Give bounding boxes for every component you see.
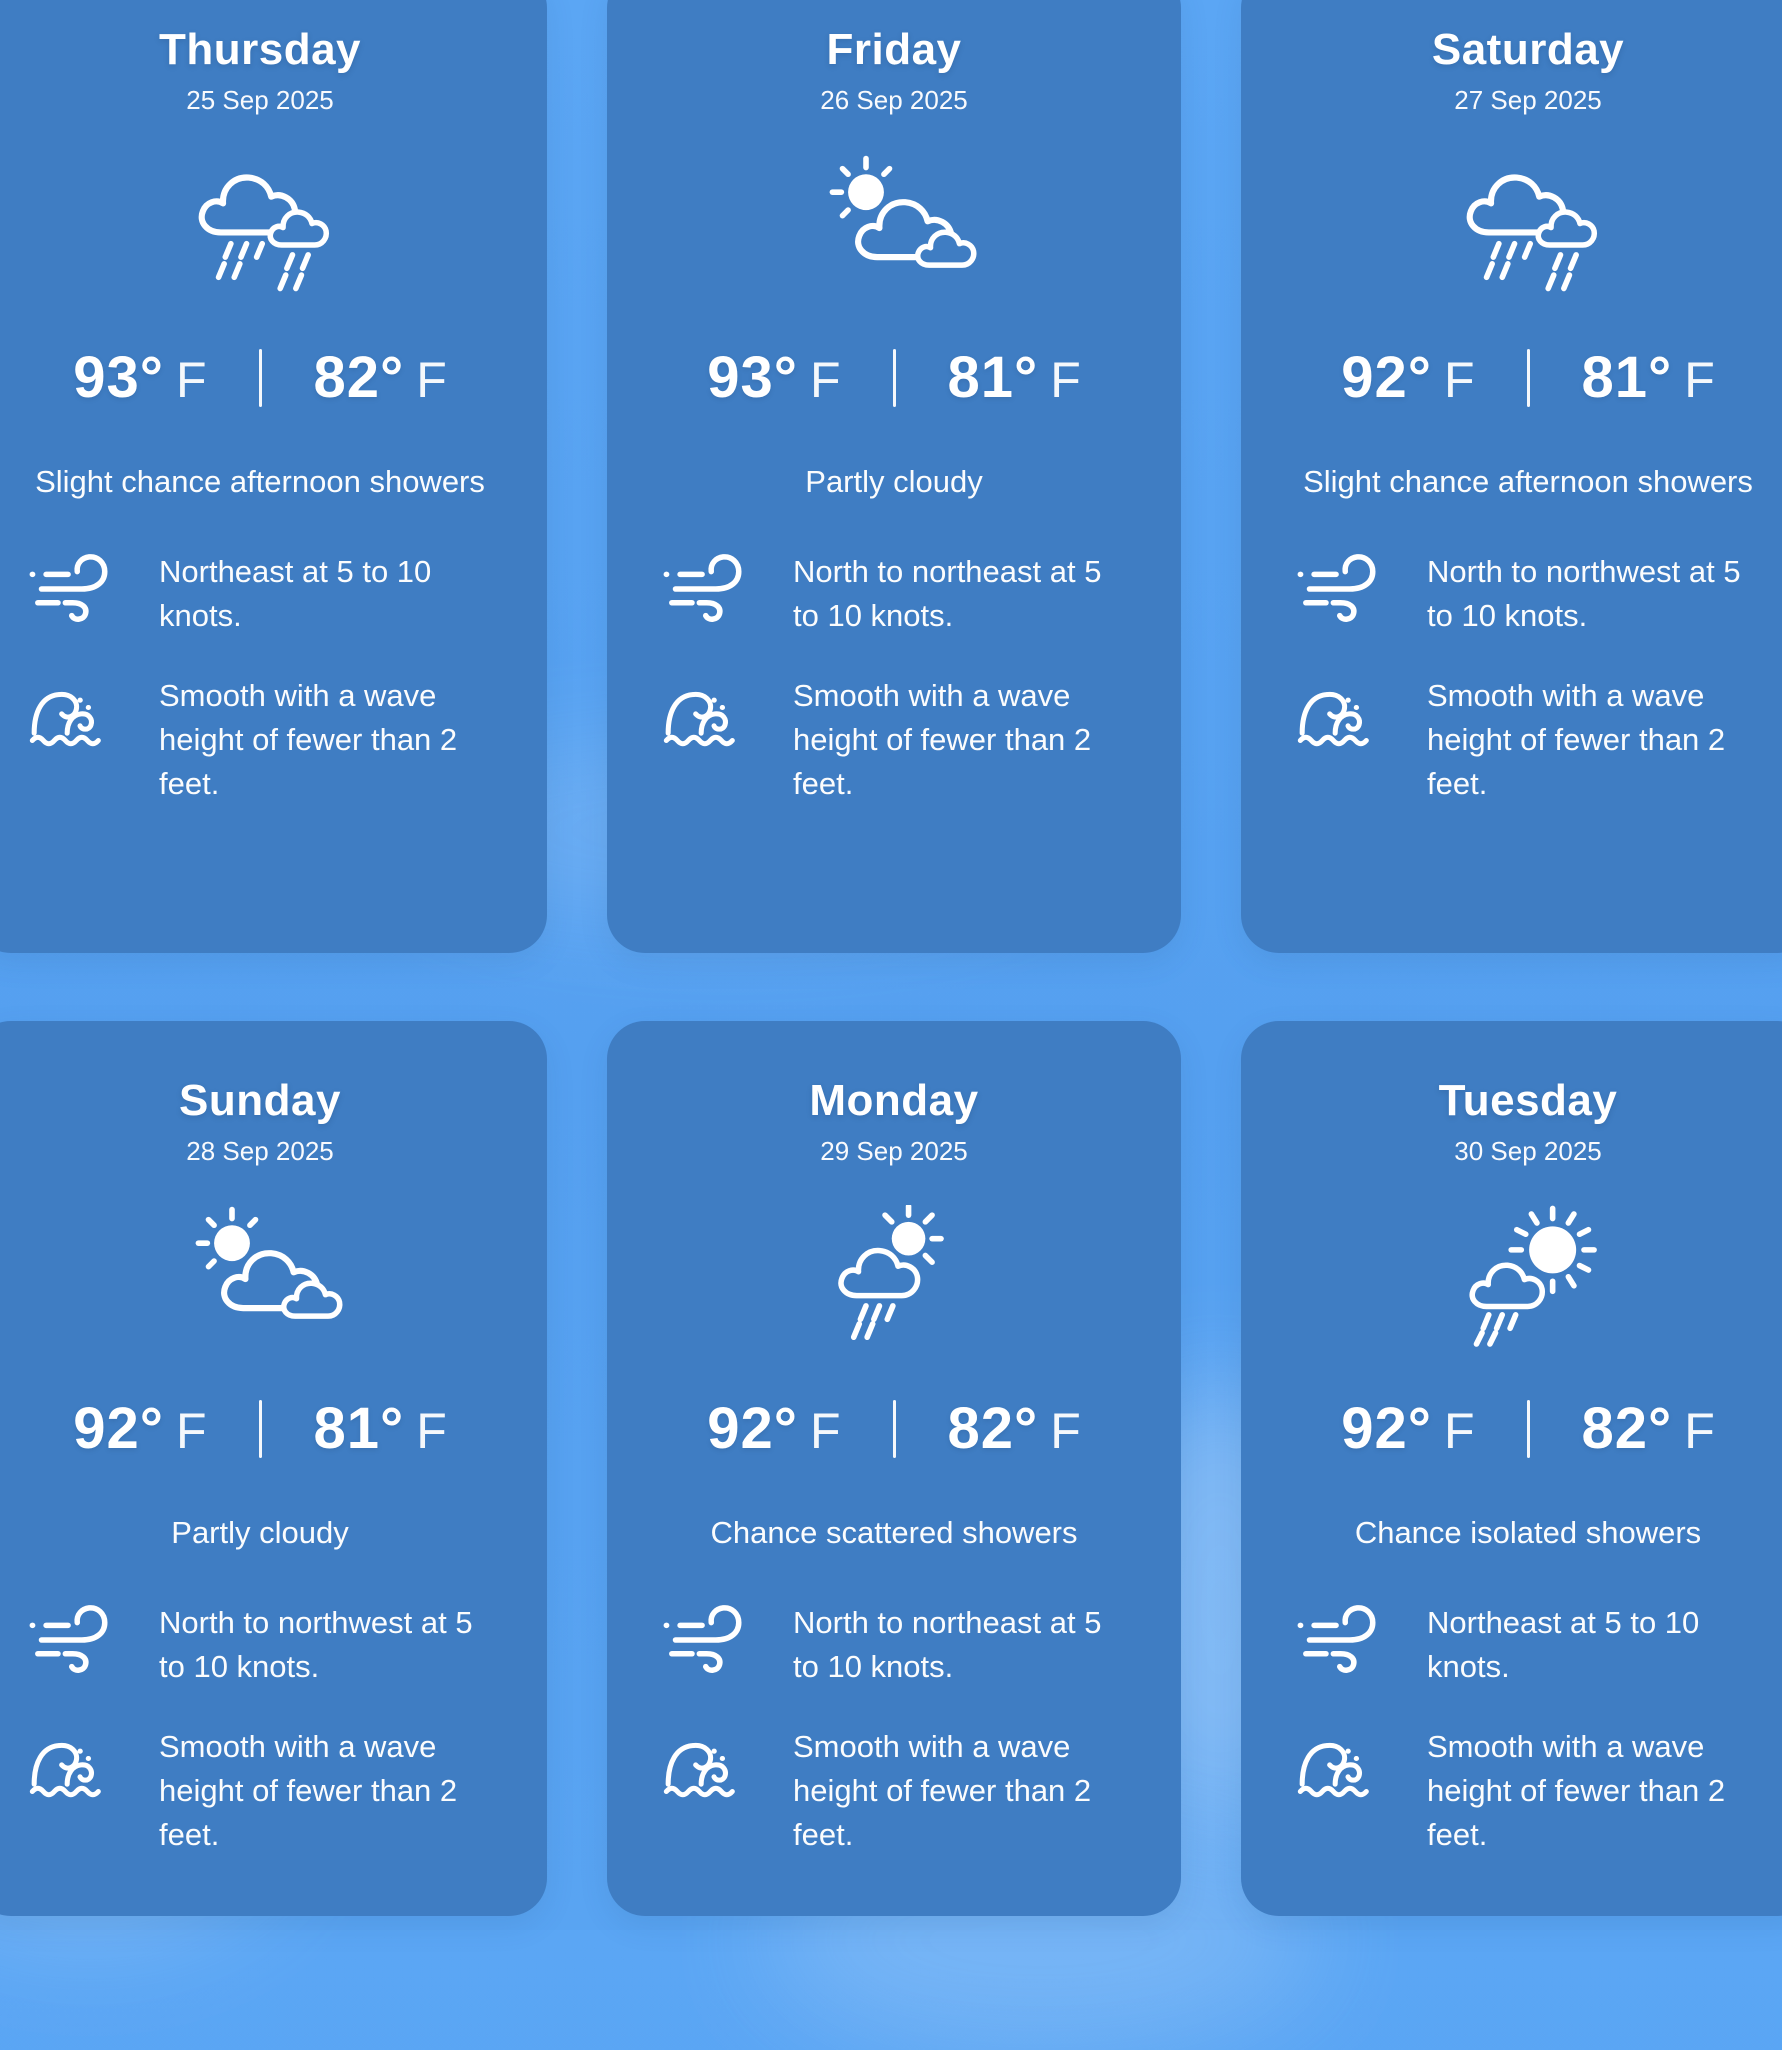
- low-temp-value: 81°: [947, 345, 1039, 410]
- temp-unit: F: [1684, 352, 1715, 408]
- temp-unit: F: [1443, 352, 1475, 408]
- wind-icon: [1293, 1601, 1381, 1679]
- temperature-row: [707, 1395, 1081, 1462]
- low-temperature: [1582, 344, 1715, 411]
- forecast-card-monday: [607, 1021, 1181, 1916]
- temperature-divider: [893, 1400, 896, 1458]
- date-label: 30 Sep 2025: [1454, 1136, 1602, 1166]
- rain-showers-icon: [1444, 154, 1612, 302]
- waves-icon: [659, 674, 747, 752]
- high-temp-value: 93°: [707, 345, 798, 410]
- waves-icon: [1293, 1725, 1381, 1803]
- partly-cloudy-icon: [810, 154, 978, 302]
- rain-showers-icon: [176, 154, 344, 302]
- temperature-row: [1341, 1395, 1715, 1462]
- temp-unit: F: [175, 352, 207, 408]
- weather-description: Chance isolated showers: [1354, 1515, 1702, 1550]
- temp-unit: F: [1684, 1403, 1715, 1459]
- temperature-row: [1341, 344, 1715, 411]
- low-temp-value: 81°: [313, 1396, 405, 1461]
- temperature-row: [707, 344, 1081, 411]
- weather-description: Chance scattered showers: [710, 1515, 1078, 1550]
- sea-text: Smooth with a wave height of fewer than 2 feet.: [793, 677, 1092, 801]
- low-temp-value: 82°: [947, 1396, 1039, 1461]
- high-temp-value: 92°: [1341, 1396, 1432, 1461]
- temperature-divider: [893, 349, 896, 407]
- sea-row: [607, 1725, 1181, 1857]
- sea-text: Smooth with a wave height of fewer than 2 feet.: [1427, 1728, 1726, 1852]
- wind-icon: [1293, 550, 1381, 628]
- date-label: 27 Sep 2025: [1454, 85, 1602, 115]
- weather-description: Partly cloudy: [171, 1515, 349, 1550]
- high-temp-value: 92°: [1341, 345, 1432, 410]
- wind-text: Northeast at 5 to 10 knots.: [159, 553, 432, 633]
- day-title: Monday: [809, 1076, 979, 1125]
- weather-description: Slight chance afternoon showers: [35, 464, 485, 499]
- temp-unit: F: [416, 1403, 447, 1459]
- day-title: Saturday: [1431, 25, 1625, 74]
- weather-description: Slight chance afternoon showers: [1303, 464, 1753, 499]
- high-temp-value: 93°: [73, 345, 164, 410]
- wind-text: North to northwest at 5 to 10 knots.: [1427, 553, 1741, 633]
- sea-text: Smooth with a wave height of fewer than 2 feet.: [1427, 677, 1726, 801]
- high-temp-value: 92°: [707, 1396, 798, 1461]
- temperature-divider: [1527, 349, 1530, 407]
- sea-row: [0, 1725, 547, 1857]
- wind-row: [0, 550, 547, 638]
- temperature-row: [73, 344, 447, 411]
- wind-icon: [25, 550, 113, 628]
- partly-cloudy-icon: [176, 1205, 344, 1353]
- wind-row: [0, 1601, 547, 1689]
- wind-icon: [25, 1601, 113, 1679]
- waves-icon: [25, 674, 113, 752]
- wind-row: [607, 1601, 1181, 1689]
- wind-row: [607, 550, 1181, 638]
- low-temperature: [948, 344, 1081, 411]
- sun-showers-icon: [810, 1205, 978, 1353]
- temperature-divider: [1527, 1400, 1530, 1458]
- low-temp-value: 82°: [313, 345, 405, 410]
- sea-text: Smooth with a wave height of fewer than 2 feet.: [159, 677, 458, 801]
- date-label: 26 Sep 2025: [820, 85, 968, 115]
- sea-row: [607, 674, 1181, 806]
- high-temperature: [73, 1395, 206, 1462]
- temp-unit: F: [1050, 1403, 1081, 1459]
- day-title: Thursday: [158, 25, 362, 74]
- forecast-card-thursday: [0, 0, 547, 953]
- low-temp-value: 82°: [1581, 1396, 1673, 1461]
- waves-icon: [25, 1725, 113, 1803]
- temperature-row: [73, 1395, 447, 1462]
- waves-icon: [659, 1725, 747, 1803]
- date-label: 25 Sep 2025: [186, 85, 334, 115]
- wind-text: North to northwest at 5 to 10 knots.: [159, 1604, 473, 1684]
- temp-unit: F: [1050, 352, 1081, 408]
- wind-text: Northeast at 5 to 10 knots.: [1427, 1604, 1700, 1684]
- day-title: Tuesday: [1438, 1076, 1618, 1125]
- low-temperature: [314, 1395, 447, 1462]
- temp-unit: F: [809, 1403, 841, 1459]
- wind-text: North to northeast at 5 to 10 knots.: [793, 1604, 1102, 1684]
- temp-unit: F: [1443, 1403, 1475, 1459]
- isolated-showers-icon: [1444, 1205, 1612, 1353]
- wind-icon: [659, 1601, 747, 1679]
- high-temperature: [707, 344, 840, 411]
- temperature-divider: [259, 349, 262, 407]
- temp-unit: F: [809, 352, 841, 408]
- wind-icon: [659, 550, 747, 628]
- forecast-card-friday: [607, 0, 1181, 953]
- low-temperature: [948, 1395, 1081, 1462]
- high-temp-value: 92°: [73, 1396, 164, 1461]
- low-temperature: [1582, 1395, 1715, 1462]
- temp-unit: F: [175, 1403, 207, 1459]
- sea-row: [1241, 1725, 1782, 1857]
- sea-text: Smooth with a wave height of fewer than 2 feet.: [793, 1728, 1092, 1852]
- wind-row: [1241, 550, 1782, 638]
- high-temperature: [707, 1395, 840, 1462]
- forecast-card-tuesday: [1241, 1021, 1782, 1916]
- weather-description: Partly cloudy: [805, 464, 983, 499]
- waves-icon: [1293, 674, 1381, 752]
- day-title: Friday: [826, 25, 962, 74]
- sea-row: [0, 674, 547, 806]
- temperature-divider: [259, 1400, 262, 1458]
- temp-unit: F: [416, 352, 447, 408]
- sea-text: Smooth with a wave height of fewer than 2 feet.: [159, 1728, 458, 1852]
- low-temperature: [314, 344, 447, 411]
- wind-row: [1241, 1601, 1782, 1689]
- high-temperature: [1341, 1395, 1474, 1462]
- high-temperature: [73, 344, 206, 411]
- wind-text: North to northeast at 5 to 10 knots.: [793, 553, 1102, 633]
- day-title: Sunday: [179, 1076, 341, 1125]
- date-label: 28 Sep 2025: [186, 1136, 334, 1166]
- date-label: 29 Sep 2025: [820, 1136, 968, 1166]
- forecast-card-sunday: [0, 1021, 547, 1916]
- sea-row: [1241, 674, 1782, 806]
- high-temperature: [1341, 344, 1474, 411]
- forecast-card-saturday: [1241, 0, 1782, 953]
- low-temp-value: 81°: [1581, 345, 1673, 410]
